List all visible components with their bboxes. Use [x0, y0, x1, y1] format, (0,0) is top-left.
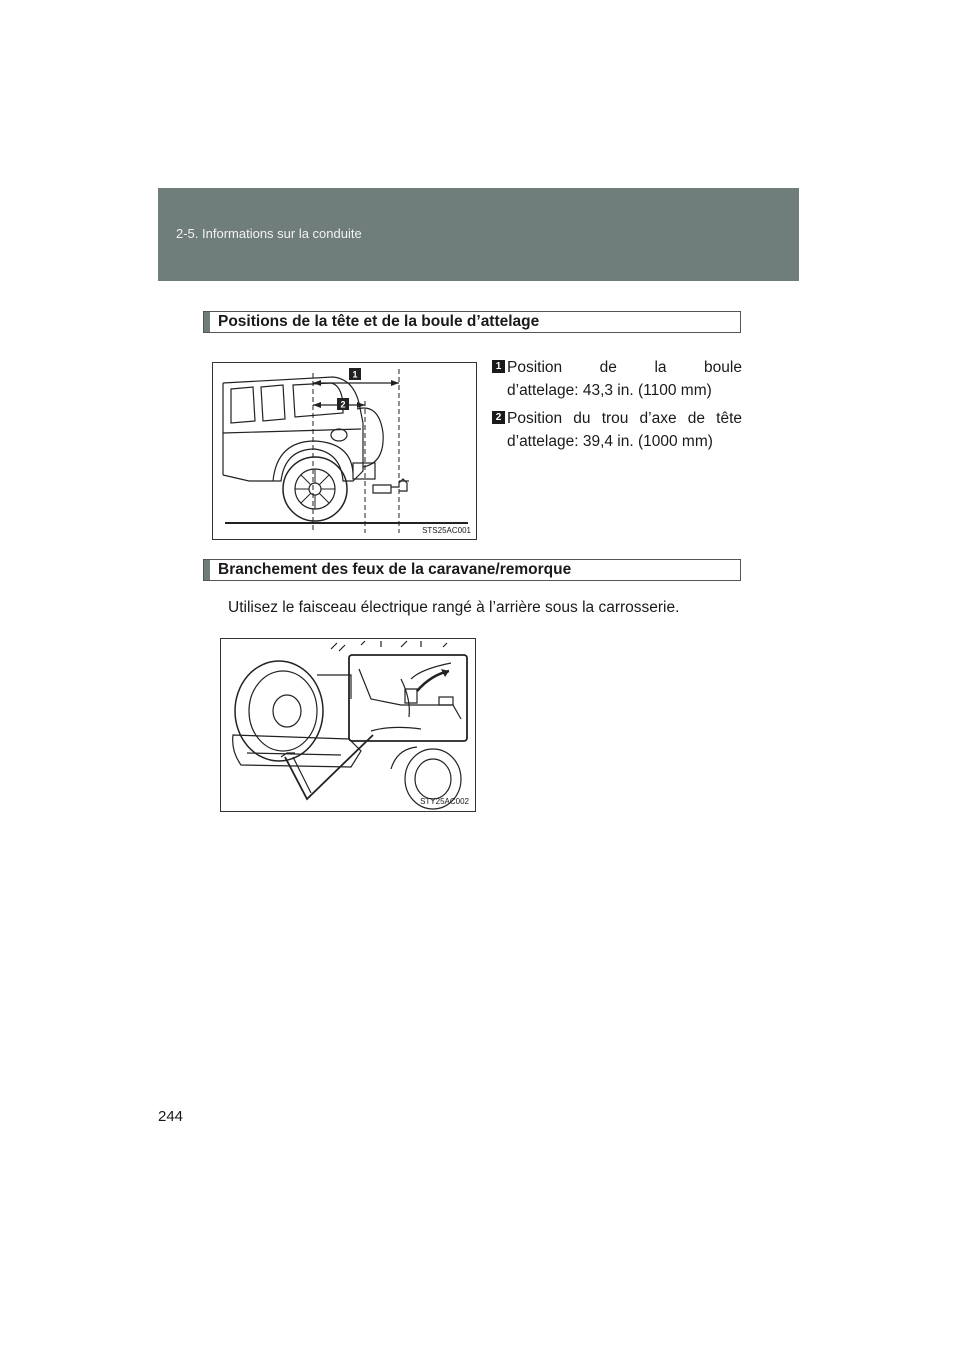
wiring-harness-illustration	[220, 638, 476, 812]
svg-text:2: 2	[340, 399, 346, 410]
section-title: Branchement des feux de la caravane/remorque	[218, 561, 572, 578]
svg-text:1: 1	[352, 369, 358, 380]
chapter-header	[158, 188, 799, 281]
figure-code: STY25AC002	[420, 797, 469, 806]
rear-underbody-illustration	[221, 639, 475, 811]
figure-code: STS25AC001	[422, 526, 471, 535]
section-title-bar-hitch	[203, 311, 741, 333]
section-title-bar-lights	[203, 559, 741, 581]
item-number-badge: 2	[492, 411, 505, 424]
hitch-ball-position-item: 1 Position de la boule d’attelage: 43,3 in. (1100 mm)	[492, 356, 742, 402]
item-number-badge: 1	[492, 360, 505, 373]
instruction-text: Utilisez le faisceau électrique rangé à l’arrière sous la carrosserie.	[228, 599, 680, 616]
hitch-pin-hole-position-item: 2 Position du trou d’axe de tête d’attelage: 39,4 in. (1000 mm)	[492, 407, 742, 453]
hitch-position-illustration	[212, 362, 477, 540]
vehicle-side-illustration	[213, 363, 476, 539]
page-number: 244	[158, 1108, 184, 1125]
section-title: Positions de la tête et de la boule d’attelage	[218, 313, 540, 330]
chapter-title: 2-5. Informations sur la conduite	[176, 226, 362, 241]
